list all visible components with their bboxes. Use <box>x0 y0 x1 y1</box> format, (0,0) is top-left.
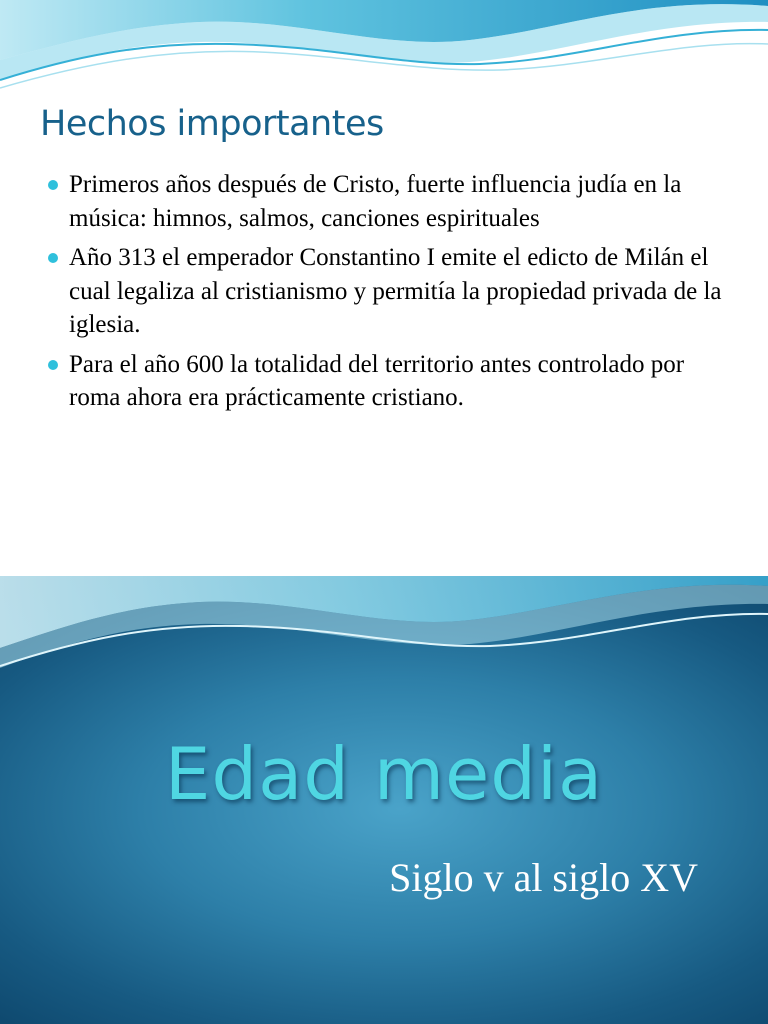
bullet-text: Primeros años después de Cristo, fuerte influencia judía en la música: himnos, salmos, canciones espirituales <box>69 171 682 232</box>
bullet-item <box>48 348 738 415</box>
bullet-dot-icon <box>48 253 58 263</box>
slide-title: Hechos importantes <box>40 104 384 144</box>
slide-edad-media <box>0 576 768 1024</box>
bullet-item <box>48 168 738 235</box>
bullet-list <box>48 168 738 421</box>
slide-title: Edad media <box>164 732 604 816</box>
bullet-dot-icon <box>48 180 58 190</box>
bullet-text: Año 313 el emperador Constantino I emite el edicto de Milán el cual legaliza al cristianismo y permitía la propiedad privada de la iglesia. <box>69 244 722 338</box>
wave-header-decoration <box>0 576 768 686</box>
bullet-text: Para el año 600 la totalidad del territorio antes controlado por roma ahora era prácticamente cristiano. <box>69 350 685 411</box>
slide-subtitle: Siglo v al siglo XV <box>389 855 698 900</box>
bullet-item <box>48 241 738 342</box>
wave-header-decoration <box>0 0 768 110</box>
bullet-dot-icon <box>48 360 58 370</box>
